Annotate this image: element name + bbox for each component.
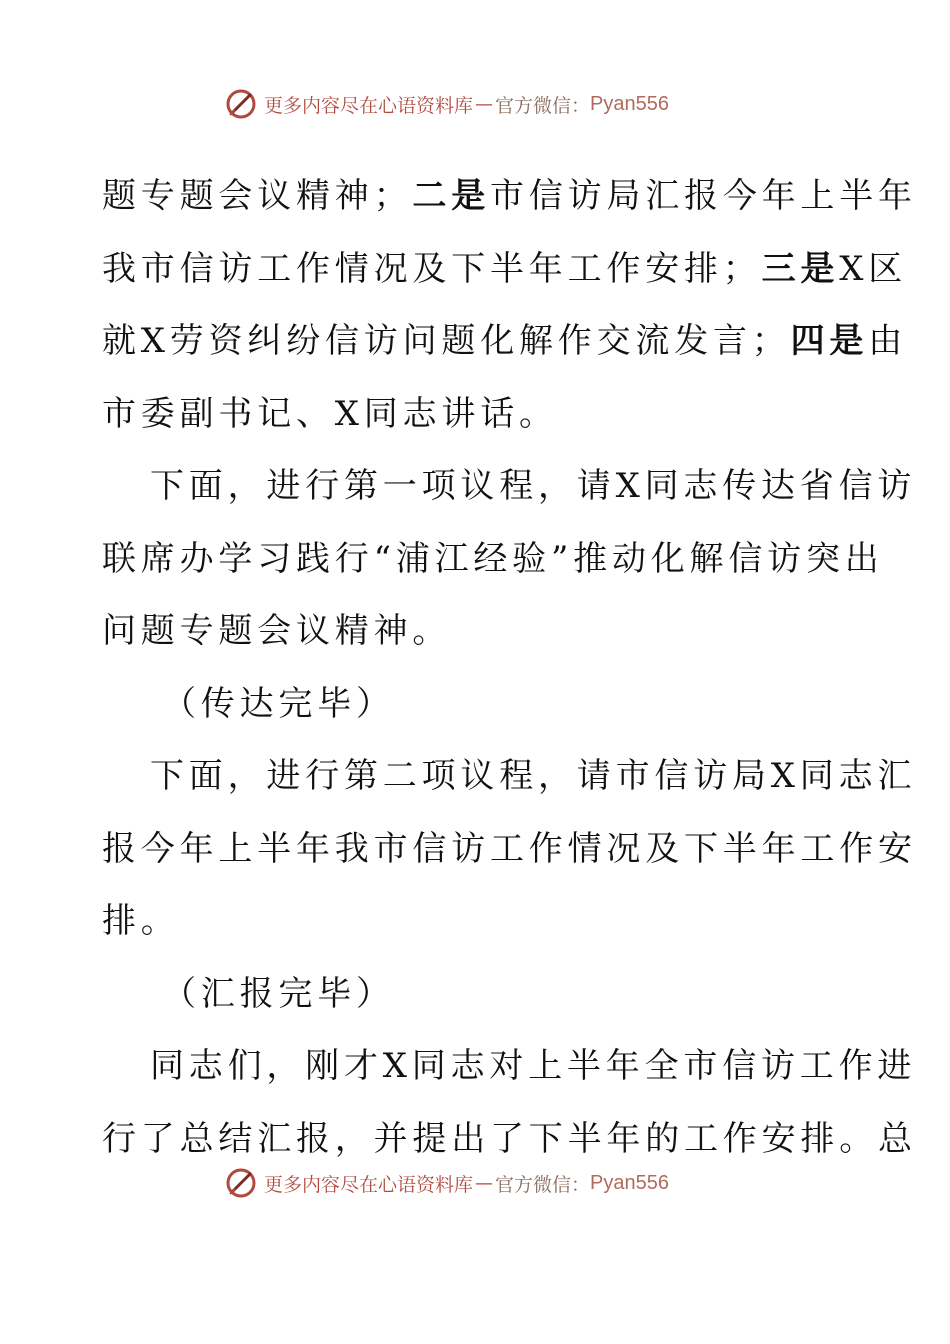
watermark-separator: — [475, 93, 494, 115]
text-line [102, 523, 884, 596]
text-run: 下面，进行第一项议程，请X同志传达省信访 [150, 466, 917, 506]
text-run: 市委副书记、X同志讲话。 [102, 393, 558, 434]
text-line [102, 1030, 917, 1103]
text-run: 同志们，刚才X同志对上半年全市信访工作进 [150, 1046, 917, 1086]
text-line [102, 885, 854, 958]
text-line [102, 740, 917, 813]
text-run: 下面，进行第二项议程，请市信访局X同志汇 [150, 756, 917, 796]
watermark-wechat-id: Pyan556 [590, 92, 669, 115]
text-line [102, 450, 917, 523]
pen-circle-logo-icon [224, 1166, 258, 1200]
watermark-wechat-id: Pyan556 [590, 1171, 669, 1194]
watermark-label: 官方微信： [495, 94, 591, 117]
text-line [102, 958, 854, 1031]
text-run: 联席办学习践行“浦江经验”推动化解信访突出 [102, 538, 884, 579]
text-line [102, 668, 854, 741]
text-run: 问题专题会议精神。 [102, 611, 452, 651]
text-run: （传达完毕） [162, 683, 395, 724]
header-watermark [224, 84, 744, 124]
text-run: 题专题会议精神； [102, 176, 413, 216]
watermark-separator: — [475, 1172, 494, 1194]
bold-keyword: 二是 [412, 176, 491, 216]
bold-keyword: 四是 [790, 321, 869, 361]
text-run: 就X劳资纠纷信访问题化解作交流发言； [102, 321, 791, 361]
watermark-text: 更多内容尽在心语资料库 [264, 94, 474, 117]
text-run: （汇报完毕） [162, 973, 395, 1014]
text-run: 市信访局汇报今年上半年 [490, 176, 917, 216]
text-line [102, 160, 917, 233]
watermark-label: 官方微信： [495, 1173, 591, 1196]
watermark-text: 更多内容尽在心语资料库 [264, 1173, 474, 1196]
text-line [102, 378, 854, 451]
text-line [102, 305, 908, 378]
bold-keyword: 三是 [761, 248, 840, 289]
text-line [102, 233, 908, 306]
pen-circle-logo-icon [224, 87, 258, 121]
text-run: 行了总结汇报，并提出了下半年的工作安排。总 [102, 1118, 917, 1159]
text-run: 排。 [102, 901, 180, 941]
text-line [102, 595, 854, 668]
document-body [102, 160, 917, 1175]
text-run: 我市信访工作情况及下半年工作安排； [102, 248, 762, 289]
footer-watermark [224, 1163, 744, 1203]
text-run: X区 [839, 248, 908, 289]
text-line [102, 813, 917, 886]
text-run: 由 [868, 321, 908, 361]
text-run: 报今年上半年我市信访工作情况及下半年工作安 [102, 828, 917, 869]
